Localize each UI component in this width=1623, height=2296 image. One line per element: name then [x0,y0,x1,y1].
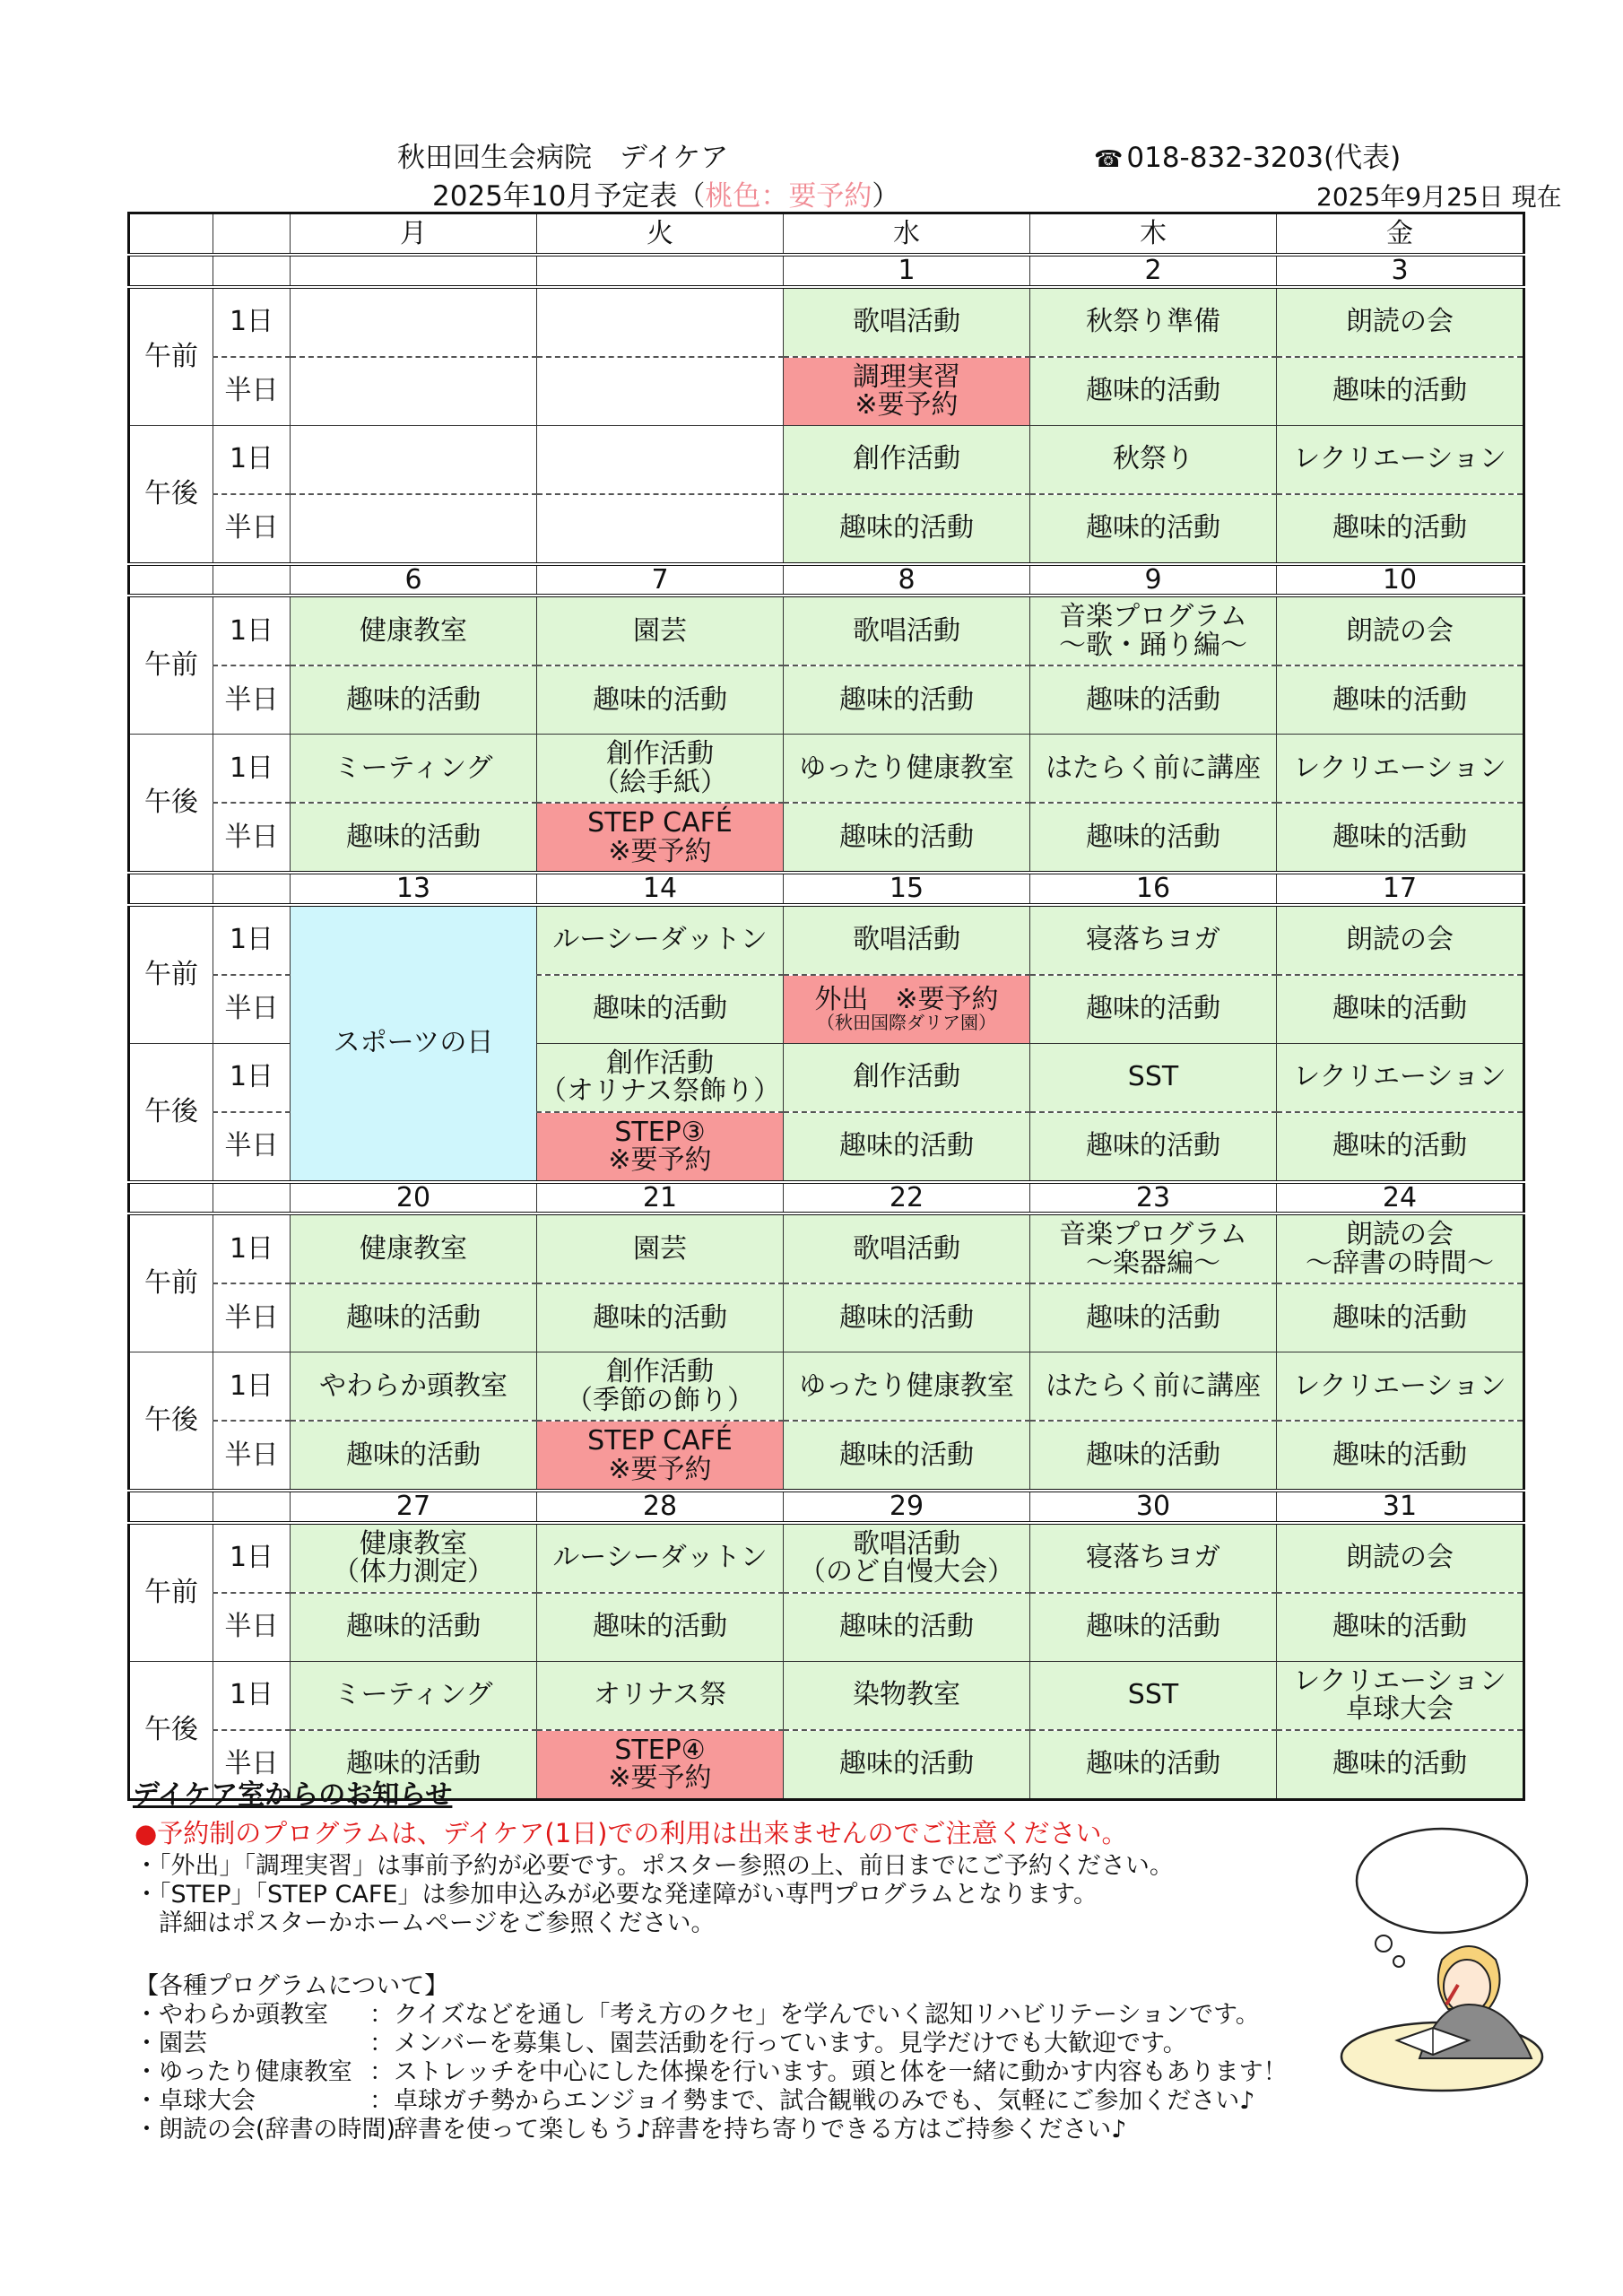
activity-cell [291,494,537,564]
corner-cell [129,213,213,256]
activity-cell: 趣味的活動 [784,803,1030,873]
activity-cell: 趣味的活動 [291,665,537,735]
activity-cell: 歌唱活動 [784,1213,1030,1283]
slot-kind-label: 1日 [213,1213,291,1283]
activity-cell: 趣味的活動 [784,1593,1030,1662]
weekday-cell: 水 [784,213,1030,256]
activity-cell: 趣味的活動 [1277,1283,1524,1352]
program-item: ・卓球大会 ：卓球ガチ勢からエンジョイ勢まで、試合観戦のみでも、気軽にご参加ください♪ [135,2087,1255,2115]
activity-cell: 趣味的活動 [784,1421,1030,1491]
activity-cell: 朗読の会 [1277,1523,1524,1593]
date-cell: 1 [784,255,1030,287]
slot-row [129,494,1524,564]
activity-cell: 趣味的活動 [1277,665,1524,735]
activity-cell: 歌唱活動 [784,905,1030,975]
weekday-cell: 木 [1030,213,1277,256]
blank-cell [129,255,213,287]
activity-cell: レクリエーション [1277,735,1524,804]
title-note: 桃色：要予約 [705,180,872,213]
activity-cell: レクリエーション [1277,1352,1524,1422]
activity-cell: 趣味的活動 [291,1593,537,1662]
reading-person-illustration [1334,1825,1567,2094]
activity-cell: 趣味的活動 [784,1283,1030,1352]
activity-cell: 趣味的活動 [1030,1421,1277,1491]
date-row [129,873,1524,905]
date-cell: 27 [291,1491,537,1523]
date-row [129,255,1524,287]
activity-cell: 健康教室 [291,1213,537,1283]
slot-kind-label: 1日 [213,1523,291,1593]
notice-heading: デイケア室からのお知らせ [133,1779,453,1811]
holiday-cell: スポーツの日 [291,905,537,1182]
blank-cell [129,873,213,905]
activity-cell: 趣味的活動 [1277,803,1524,873]
activity-cell: STEP CAFÉ ※要予約 [537,803,784,873]
activity-cell [291,357,537,426]
phone-text: 018-832-3203(代表) [1126,142,1402,174]
activity-cell: 趣味的活動 [1030,1283,1277,1352]
slot-kind-label: 半日 [213,1593,291,1662]
slot-kind-label: 半日 [213,1283,291,1352]
slot-row [129,1421,1524,1491]
activity-cell: 趣味的活動 [291,1283,537,1352]
activity-cell: 音楽プログラム ～楽器編～ [1030,1213,1277,1283]
programs-heading: 【各種プログラムについて】 [135,1972,449,2000]
title-main: 2025年10月予定表（ [432,180,706,213]
slot-row [129,287,1524,357]
activity-cell [537,494,784,564]
activity-cell: 寝落ちヨガ [1030,1523,1277,1593]
slot-kind-label: 半日 [213,1421,291,1491]
notice-line-2: ・「STEP」「STEP CAFE」は参加申込みが必要な発達障がい専門プログラムとなります。 [135,1881,1098,1909]
activity-cell [537,287,784,357]
activity-cell: 園芸 [537,1213,784,1283]
activity-cell: 趣味的活動 [1277,1112,1524,1182]
activity-cell: 寝落ちヨガ [1030,905,1277,975]
activity-note: （秋田国際ダリア園） [817,1012,996,1034]
slot-kind-label: 1日 [213,596,291,665]
slot-kind-label: 1日 [213,1661,291,1730]
date-cell: 9 [1030,564,1277,596]
slot-kind-label: 半日 [213,1112,291,1182]
slot-kind-label: 1日 [213,735,291,804]
activity-cell: 創作活動 （季節の飾り） [537,1352,784,1422]
corner-cell [213,213,291,256]
activity-cell: やわらか頭教室 [291,1352,537,1422]
weekday-cell: 金 [1277,213,1524,256]
slot-row [129,1283,1524,1352]
date-cell: 14 [537,873,784,905]
activity-cell: 秋祭り準備 [1030,287,1277,357]
date-cell [537,255,784,287]
activity-cell: 趣味的活動 [784,665,1030,735]
slot-row [129,735,1524,804]
activity-cell: レクリエーション [1277,425,1524,494]
activity-cell: 趣味的活動 [1277,1730,1524,1800]
activity-cell: 趣味的活動 [784,494,1030,564]
activity-cell: SST [1030,1043,1277,1112]
activity-cell: 趣味的活動 [1030,975,1277,1044]
activity-cell: 趣味的活動 [784,1730,1030,1800]
date-row [129,1182,1524,1214]
phone-icon: ☎ [1094,146,1124,173]
program-item: ・園芸 ：メンバーを募集し、園芸活動を行っています。見学だけでも大歓迎です。 [135,2030,1187,2057]
slot-kind-label: 半日 [213,357,291,426]
slot-kind-label: 1日 [213,425,291,494]
blank-cell [213,873,291,905]
activity-cell [291,425,537,494]
blank-cell [129,1182,213,1214]
activity-cell: 朗読の会 [1277,287,1524,357]
activity-cell: レクリエーション [1277,1043,1524,1112]
activity-cell: 調理実習 ※要予約 [784,357,1030,426]
activity-cell: 創作活動 （オリナス祭飾り） [537,1043,784,1112]
activity-cell: STEP④ ※要予約 [537,1730,784,1800]
activity-cell: 秋祭り [1030,425,1277,494]
date-cell [291,255,537,287]
activity-cell: ゆったり健康教室 [784,1352,1030,1422]
activity-cell: オリナス祭 [537,1661,784,1730]
slot-row [129,1661,1524,1730]
date-cell: 21 [537,1182,784,1214]
activity-cell: SST [1030,1661,1277,1730]
period-label: 午前 [129,1523,213,1662]
blank-cell [213,1491,291,1523]
activity-cell: STEP③ ※要予約 [537,1112,784,1182]
activity-cell: 創作活動 [784,425,1030,494]
blank-cell [129,564,213,596]
weekday-cell: 月 [291,213,537,256]
slot-row [129,1213,1524,1283]
date-cell: 17 [1277,873,1524,905]
date-cell: 13 [291,873,537,905]
period-label: 午前 [129,287,213,426]
activity-cell: 歌唱活動 [784,287,1030,357]
weekday-header-row [129,213,1524,256]
slot-kind-label: 1日 [213,905,291,975]
activity-cell: レクリエーション 卓球大会 [1277,1661,1524,1730]
activity-cell: 趣味的活動 [1277,1421,1524,1491]
program-item: ・ゆったり健康教室 ：ストレッチを中心にした体操を行います。頭と体を一緒に動かす内容もあります！ [135,2058,1288,2086]
weekday-cell: 火 [537,213,784,256]
notice-line-3: 詳細はポスターかホームページをご参照ください。 [135,1909,716,1937]
blank-cell [213,1182,291,1214]
activity-cell: 趣味的活動 [1277,494,1524,564]
activity-cell: 趣味的活動 [1277,975,1524,1044]
date-row [129,564,1524,596]
period-label: 午後 [129,1043,213,1182]
activity-cell: 趣味的活動 [1030,494,1277,564]
activity-cell: 朗読の会 ～辞書の時間～ [1277,1213,1524,1283]
activity-cell: 趣味的活動 [291,1730,537,1800]
activity-cell: STEP CAFÉ ※要予約 [537,1421,784,1491]
activity-cell: 趣味的活動 [537,1283,784,1352]
activity-cell: 園芸 [537,596,784,665]
date-cell: 3 [1277,255,1524,287]
slot-kind-label: 半日 [213,975,291,1044]
activity-cell: 朗読の会 [1277,905,1524,975]
program-item: ・やわらか頭教室 ：クイズなどを通し「考え方のクセ」を学んでいく認知リハビリテーションです。 [135,2001,1260,2029]
date-cell: 22 [784,1182,1030,1214]
phone-number [1094,135,1401,175]
slot-row [129,1352,1524,1422]
activity-cell: 趣味的活動 [537,975,784,1044]
notice-line-1: ・「外出」「調理実習」は事前予約が必要です。ポスター参照の上、前日までにご予約ください。 [135,1852,1174,1880]
activity-cell: ゆったり健康教室 [784,735,1030,804]
slot-kind-label: 半日 [213,665,291,735]
as-of-date: 2025年9月25日 現在 [1316,182,1562,212]
activity-cell: ルーシーダットン [537,905,784,975]
activity-cell: 歌唱活動 [784,596,1030,665]
slot-row [129,1593,1524,1662]
activity-cell: 趣味的活動 [1030,1593,1277,1662]
slot-kind-label: 半日 [213,494,291,564]
period-label: 午前 [129,596,213,735]
schedule-title [432,173,899,213]
activity-cell: 歌唱活動 （のど自慢大会） [784,1523,1030,1593]
activity-cell [537,357,784,426]
slot-kind-label: 半日 [213,1730,291,1800]
date-cell: 23 [1030,1182,1277,1214]
activity-cell: ルーシーダットン [537,1523,784,1593]
activity-cell: 趣味的活動 [537,665,784,735]
period-label: 午後 [129,735,213,874]
activity-cell: 朗読の会 [1277,596,1524,665]
date-cell: 7 [537,564,784,596]
schedule-table [127,212,1525,1801]
blank-cell [129,1491,213,1523]
date-cell: 20 [291,1182,537,1214]
activity-cell: はたらく前に講座 [1030,1352,1277,1422]
blank-cell [213,255,291,287]
activity-cell: 外出 ※要予約 （秋田国際ダリア園） [784,975,1030,1044]
activity-cell: はたらく前に講座 [1030,735,1277,804]
activity-cell: 健康教室 （体力測定） [291,1523,537,1593]
slot-kind-label: 1日 [213,1352,291,1422]
date-cell: 8 [784,564,1030,596]
date-cell: 10 [1277,564,1524,596]
activity-cell: ミーティング [291,1661,537,1730]
title-end: ） [872,180,900,213]
slot-kind-label: 1日 [213,287,291,357]
date-cell: 31 [1277,1491,1524,1523]
activity-cell: 趣味的活動 [1277,1593,1524,1662]
activity-cell: 健康教室 [291,596,537,665]
period-label: 午後 [129,1352,213,1492]
date-cell: 2 [1030,255,1277,287]
activity-cell: 創作活動 （絵手紙） [537,735,784,804]
activity-cell: 趣味的活動 [1030,803,1277,873]
slot-row [129,596,1524,665]
date-cell: 6 [291,564,537,596]
slot-row [129,357,1524,426]
date-cell: 15 [784,873,1030,905]
blank-cell [213,564,291,596]
slot-kind-label: 1日 [213,1043,291,1112]
slot-row [129,425,1524,494]
activity-cell: 趣味的活動 [291,803,537,873]
period-label: 午後 [129,425,213,564]
slot-row [129,1523,1524,1593]
period-label: 午後 [129,1661,213,1799]
org-name: 秋田回生会病院 デイケア [397,142,729,174]
activity-cell: 趣味的活動 [784,1112,1030,1182]
date-cell: 29 [784,1491,1030,1523]
activity-cell: 趣味的活動 [1030,665,1277,735]
date-cell: 28 [537,1491,784,1523]
activity-cell: 趣味的活動 [1030,1112,1277,1182]
slot-row [129,665,1524,735]
slot-row [129,803,1524,873]
activity-cell: 音楽プログラム ～歌・踊り編～ [1030,596,1277,665]
activity-cell: 趣味的活動 [1030,1730,1277,1800]
activity-cell: 染物教室 [784,1661,1030,1730]
activity-cell: 趣味的活動 [291,1421,537,1491]
period-label: 午前 [129,1213,213,1352]
activity-cell [537,425,784,494]
date-cell: 16 [1030,873,1277,905]
activity-cell: 趣味的活動 [537,1593,784,1662]
activity-cell: 趣味的活動 [1030,357,1277,426]
slot-row [129,905,1524,975]
activity-cell [291,287,537,357]
slot-kind-label: 半日 [213,803,291,873]
program-item: ・朗読の会(辞書の時間)：辞書を使って楽しもう♪辞書を持ち寄りできる方はご持参ください♪ [135,2116,1127,2144]
activity-cell: ミーティング [291,735,537,804]
date-row [129,1491,1524,1523]
date-cell: 30 [1030,1491,1277,1523]
activity-cell: 趣味的活動 [1277,357,1524,426]
date-cell: 24 [1277,1182,1524,1214]
notice-warning: ●予約制のプログラムは、デイケア(1日)での利用は出来ませんのでご注意ください。 [135,1818,1128,1848]
activity-cell: 創作活動 [784,1043,1030,1112]
period-label: 午前 [129,905,213,1044]
